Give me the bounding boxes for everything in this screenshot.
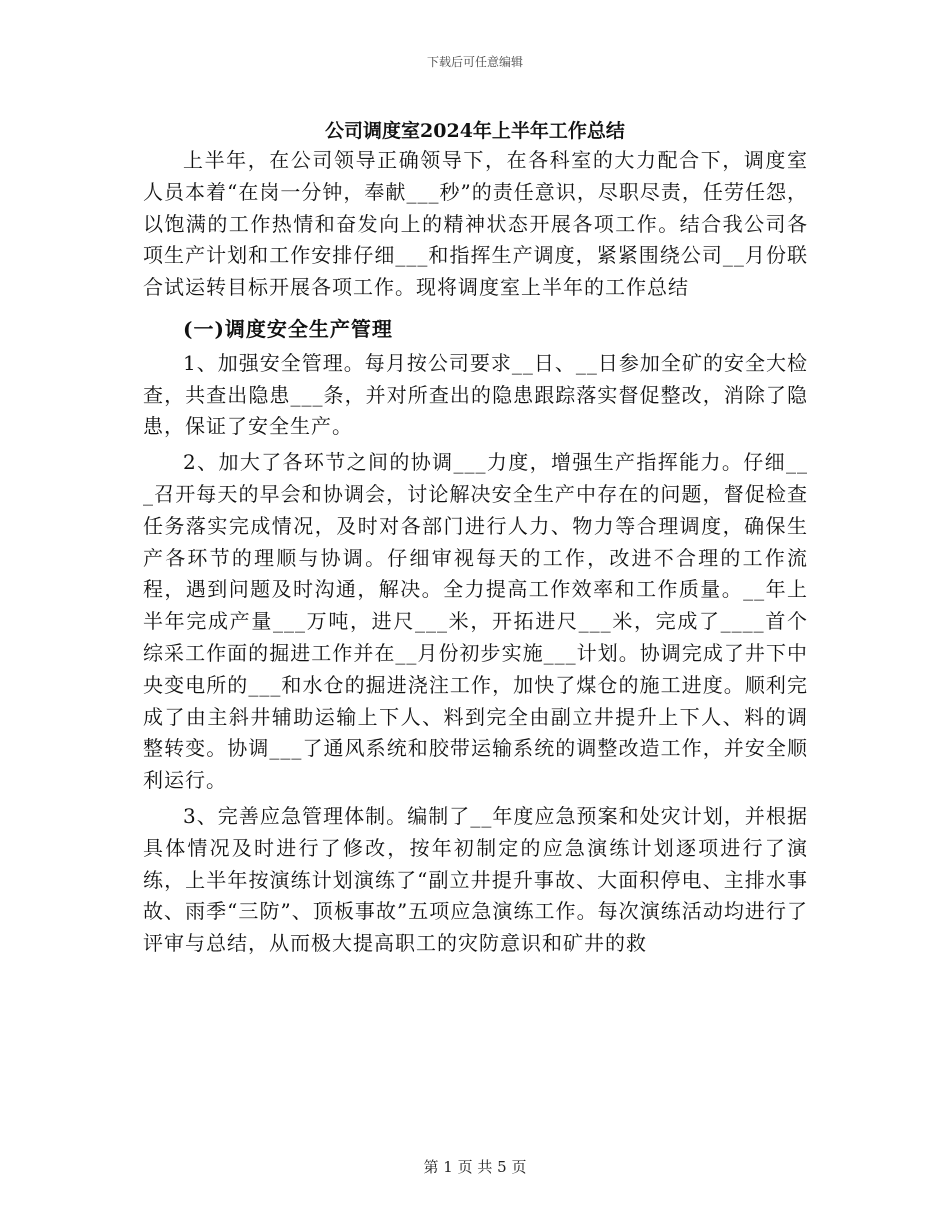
intro-paragraph: 上半年，在公司领导正确领导下，在各科室的大力配合下，调度室人员本着“在岗一分钟，奉献___秒”的责任意识，尽职尽责，任劳任怨，以饱满的工作热情和奋发向上的精神状态开展各项工作。结合我公司各项生产计划和工作安排仔细___和指挥生产调度，紧紧围绕公司__月份联合试运转目标开展各项工作。现将调度室上半年的工作总结 <box>143 148 808 300</box>
page-number-footer: 第 1 页 共 5 页 <box>423 1158 527 1176</box>
page-header-note: 下载后可任意编辑 <box>426 55 523 69</box>
item-2-paragraph: 2、加大了各环节之间的协调___力度，增强生产指挥能力。仔细___召开每天的早会和协调会，讨论解决安全生产中存在的问题，督促检查任务落实完成情况，及时对各部门进行人力、物力等合理调度，确保生产各环节的理顺与协调。仔细审视每天的工作，改进不合理的工作流程，遇到问题及时沟通，解决。全力提高工作效率和工作质量。__年上半年完成产量___万吨，进尺___米，开拓进尺___米，完成了____首个综采工作面的掘进工作并在__月份初步实施___计划。协调完成了井下中央变电所的___和水仓的掘进浇注工作，加快了煤仓的施工进度。顺利完成了由主斜井辅助运输上下人、料到完全由副立井提升上下人、料的调整转变。协调___了通风系统和胶带运输系统的调整改造工作，并安全顺利运行。 <box>143 450 808 793</box>
item-3-paragraph: 3、完善应急管理体制。编制了__年度应急预案和处灾计划，并根据具体情况及时进行了修改，按年初制定的应急演练计划逐项进行了演练，上半年按演练计划演练了“副立井提升事故、大面积停电、主排水事故、雨季“三防”、顶板事故”五项应急演练工作。每次演练活动均进行了评审与总结，从而极大提高职工的灾防意识和矿井的救 <box>143 803 808 956</box>
section-heading: (一)调度安全生产管理 <box>183 316 393 341</box>
document-body <box>143 145 808 960</box>
document-title: 公司调度室2024年上半年工作总结 <box>325 120 625 142</box>
item-1-paragraph: 1、加强安全管理。每月按公司要求__日、__日参加全矿的安全大检查，共查出隐患___条，并对所查出的隐患跟踪落实督促整改，消除了隐患，保证了安全生产。 <box>143 350 808 439</box>
